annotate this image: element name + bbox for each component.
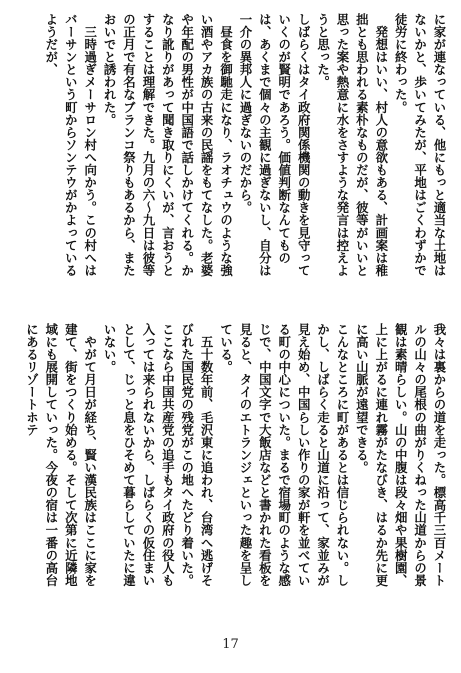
paragraph: こんなところに町があるとは信じられない。しかし、しばらく走ると山道に沿って、家並みが見え始め、中国らしい作りの家が軒を並べている町の中心についた。まるで宿場町のような感じで、中国文字で大飯店などと書かれた看板を見ると、タイのエトランジェといった趣を呈している。 [218, 323, 350, 587]
lower-text-block [13, 323, 449, 599]
paragraph: しばらくはタイ政府関係機関の動きを見守っていくのが賢明であろう。価値判断なんてものは、あくまで個々の主観に過ぎないし、自分は一介の異邦人に過ぎないのだから。 [237, 13, 312, 277]
upper-text-block [13, 13, 449, 289]
paragraph: 三時過ぎメーサロン村へ向かう。この村へはバーサンという町からソンテウがかよっているようだが、 [43, 13, 98, 277]
page-number: 17 [222, 637, 239, 652]
paragraph: 発想はいい、村人の意欲もある、計画案は稚拙とも思われる素朴なものだが、彼等がいいと思った案や熱意に水をさすような発言は控えようと思った。 [315, 13, 389, 277]
paragraph: 我々は裏からの道を走った。標高千三百メートルの山々の尾根の曲がりくねった山道からの景観は素晴らしい。山の中腹は段々畑や果樹園、上に上がるに連れ霧がたなびき、はるか先に更に高い山脈が遠望できる。 [354, 323, 447, 587]
paragraph: に家が連なっている、他にもっと適当な土地はないかと、歩いてみたが、平地はごくわずかで徒労に終わった。 [393, 13, 447, 277]
paragraph: 五十数年前、毛沢東に追われ、台湾へ逃げそびれた国民党の残党がこの地へたどり着いた。ここなら中国共産党の追手もタイ政府の役人も入っては来られないから、しばらくの仮住まいとして、じっと息をひそめて暮らしていたに違いない。 [102, 323, 215, 587]
paragraph: 昼食を御馳走になり、ラオチュウのような強い酒やアカ族の古来の民謡をもてなした。老婆や年配の男性が中国語で話しかけてくれる。かなり訛りがあって聞き取りにくいが、言おうとすることは理解できた。九月の六〜九日は彼等の正月で有名なブランコ祭りもあるから、またおいでと誘われた。 [102, 13, 234, 277]
paragraph: やがて月日が経ち、賢い漢民族はここに家を建て、街をつくり始める。そして次第に近隣地域にも展開していった。今夜の宿は一番の高台にあるリゾートホテ [24, 323, 98, 587]
